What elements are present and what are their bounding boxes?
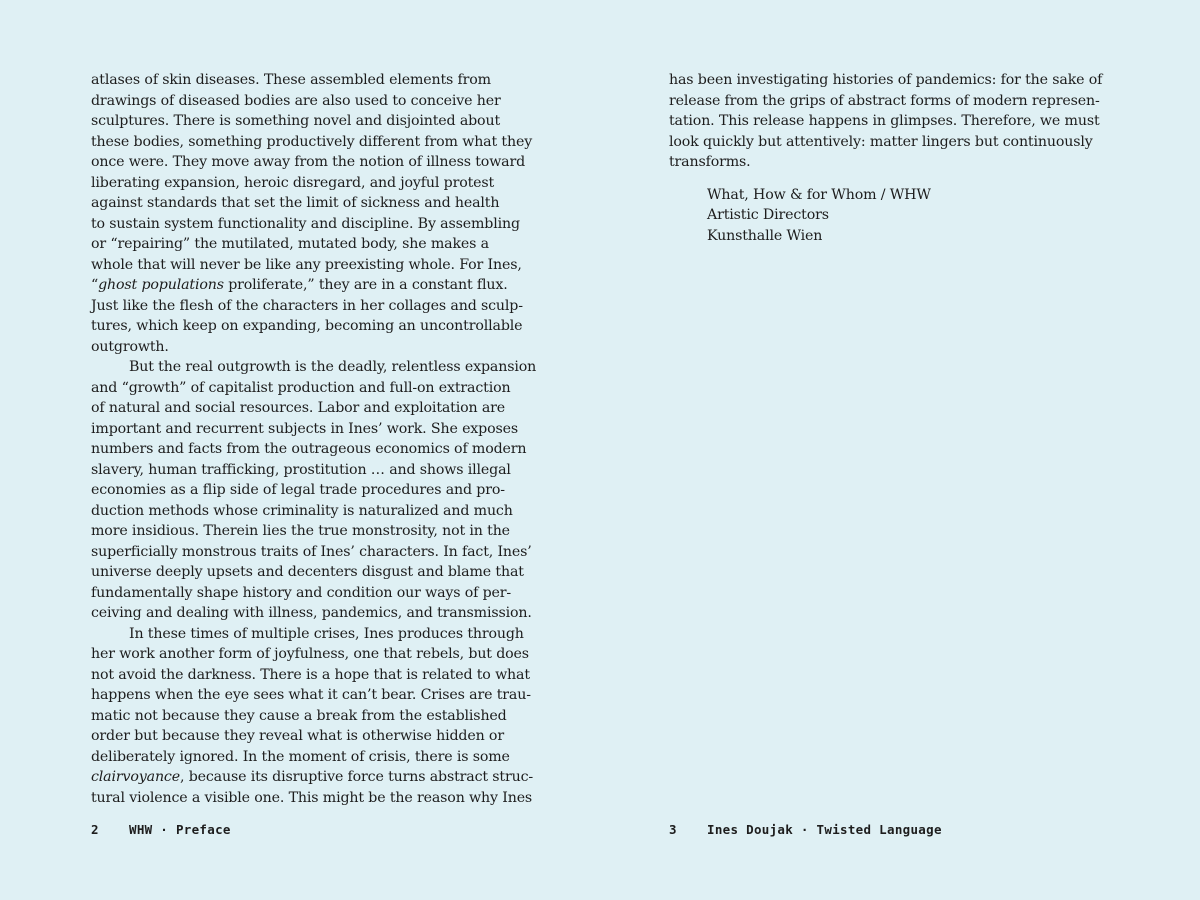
text-line: sculptures. There is something novel and disjointed about [91,113,500,129]
text-line: liberating expansion, heroic disregard, and joyful protest [91,174,495,191]
text-line: tures, which keep on expanding, becoming an uncontrollable [91,318,523,334]
text-line: clairvoyance, because its disruptive force turns abstract struc- [91,769,534,785]
text-line: important and recurrent subjects in Ines’ work. She exposes [91,420,518,437]
text-line: But the real outgrowth is the deadly, relentless expansion [129,359,537,375]
text-line: drawings of diseased bodies are also used to conceive her [91,92,501,109]
left-page-footer [91,822,231,837]
paragraph [91,624,551,809]
emphasis: clairvoyance [91,769,180,785]
right-page [669,70,1109,246]
running-head: Ines Doujak · Twisted Language [707,822,942,837]
right-page-footer [669,822,942,837]
running-head: WHW · Preface [129,822,231,837]
signature-line: Kunsthalle Wien [707,227,823,244]
text-line: atlases of skin diseases. These assembled elements from [91,72,491,88]
emphasis: ghost populations [98,277,224,293]
text-line: not avoid the darkness. There is a hope that is related to what [91,666,530,683]
text-line: has been investigating histories of pandemics: for the sake of [669,72,1103,88]
text-line: or “repairing” the mutilated, mutated body, she makes a [91,236,489,252]
text-line: happens when the eye sees what it can’t bear. Crises are trau- [91,687,531,703]
text-line: of natural and social resources. Labor and exploitation are [91,400,506,416]
page-number: 3 [669,822,677,837]
text-line: ceiving and dealing with illness, pandemics, and transmission. [91,605,532,621]
text-line: Just like the flesh of the characters in her collages and sculp- [91,297,523,314]
text-line: more insidious. Therein lies the true monstrosity, not in the [91,523,510,539]
text-line: look quickly but attentively: matter lingers but continuously [669,133,1093,150]
text-line: once were. They move away from the notion of illness toward [91,154,526,170]
signature-line: What, How & for Whom / WHW [707,186,931,203]
text-line: duction methods whose criminality is naturalized and much [91,502,513,519]
text-line: against standards that set the limit of sickness and health [91,195,500,211]
paragraph [91,357,551,624]
right-page-body [669,70,1109,173]
text-line: numbers and facts from the outrageous economics of modern [91,441,527,457]
page-number: 2 [91,822,99,837]
paragraph [669,70,1109,173]
paragraph [91,70,551,357]
text-line: tural violence a visible one. This might be the reason why Ines [91,789,533,806]
text-line: slavery, human trafficking, prostitution … and shows illegal [91,461,511,478]
text-line: and “growth” of capitalist production and full-on extraction [91,379,511,396]
text-line: fundamentally shape history and condition our ways of per- [91,584,512,601]
signature-block [669,185,1109,247]
text-line: economies as a flip side of legal trade procedures and pro- [91,482,505,498]
signature-line: Artistic Directors [707,207,829,223]
text-line: these bodies, something productively different from what they [91,133,533,150]
text-line: outgrowth. [91,338,169,355]
text-line: deliberately ignored. In the moment of crisis, there is some [91,748,510,765]
text-line: “ghost populations proliferate,” they are in a constant flux. [91,277,508,293]
text-line: whole that will never be like any preexisting whole. For Ines, [91,256,522,273]
text-line: transforms. [669,154,751,170]
text-line: universe deeply upsets and decenters disgust and blame that [91,564,524,580]
text-line: order but because they reveal what is otherwise hidden or [91,728,504,744]
text-line: superficially monstrous traits of Ines’ characters. In fact, Ines’ [91,543,532,560]
text-line: In these times of multiple crises, Ines produces through [129,625,524,642]
left-page-body [91,70,551,808]
text-line: to sustain system functionality and discipline. By assembling [91,215,520,232]
text-line: release from the grips of abstract forms of modern represen- [669,92,1100,109]
left-page [91,70,551,808]
text-line: tation. This release happens in glimpses. Therefore, we must [669,113,1100,129]
text-line: her work another form of joyfulness, one that rebels, but does [91,646,529,662]
text-line: matic not because they cause a break from the established [91,707,507,724]
